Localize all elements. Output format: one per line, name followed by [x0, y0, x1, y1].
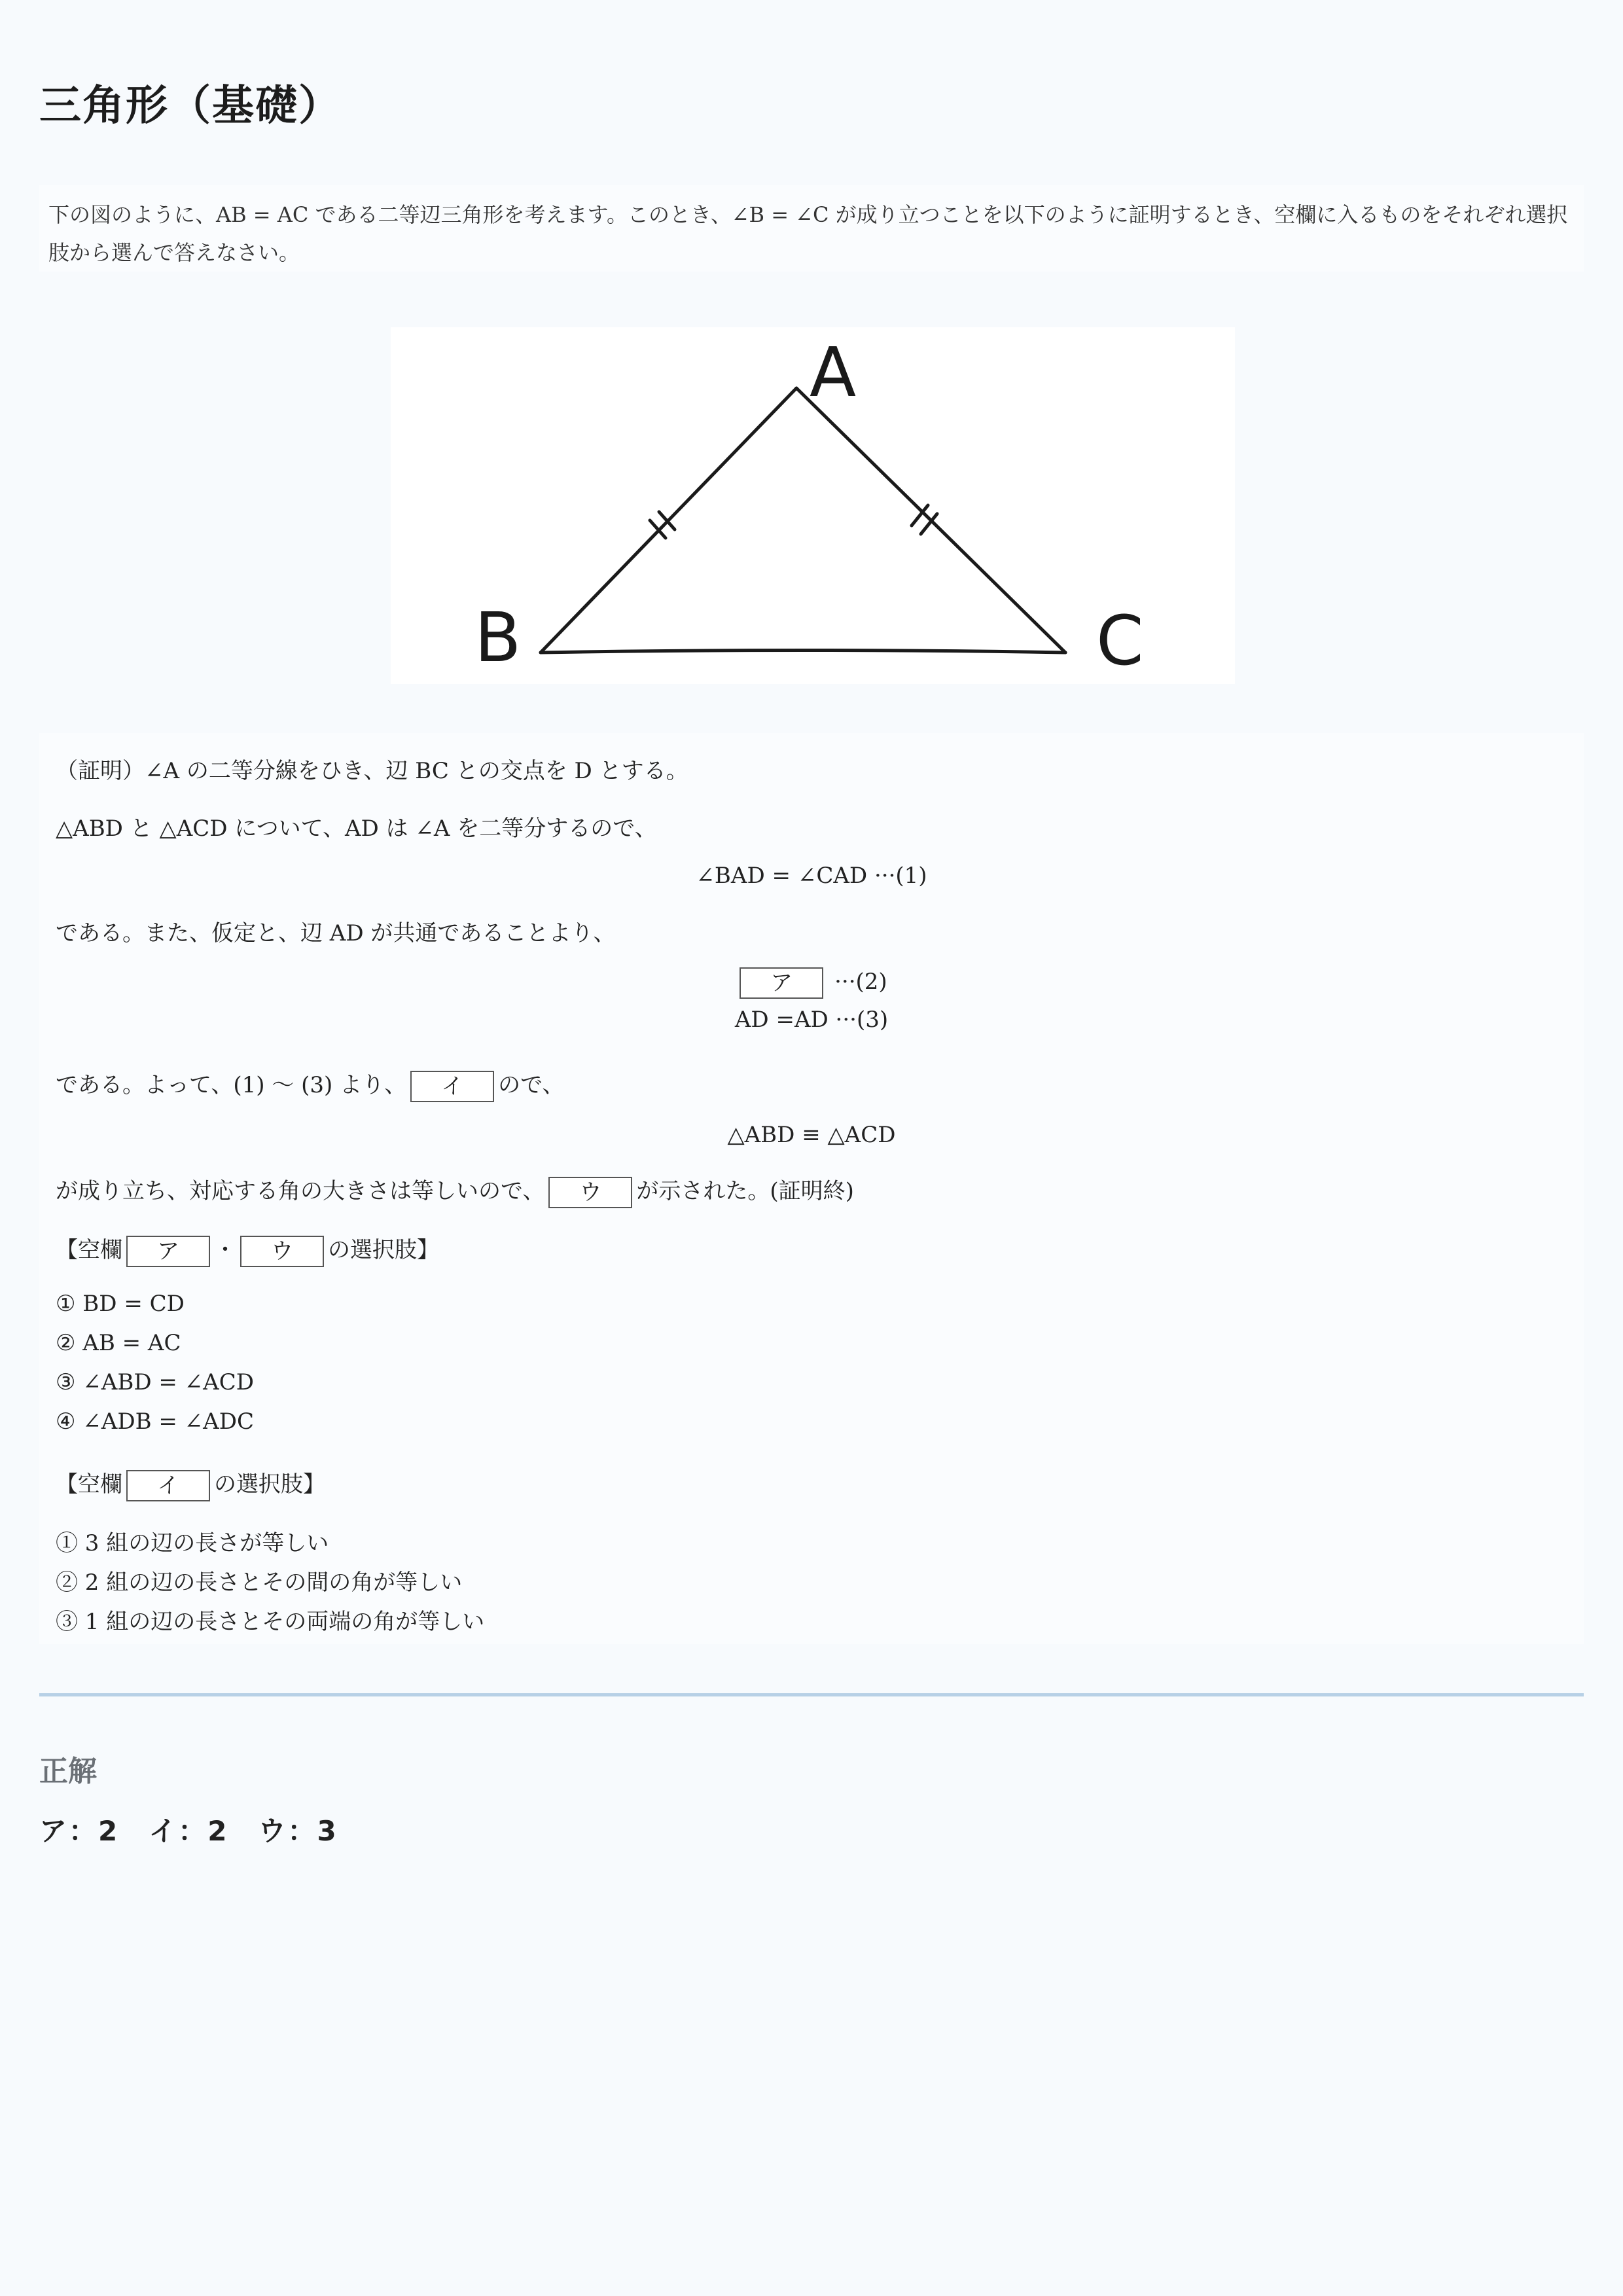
choices-au-heading-prefix: 【空欄 — [56, 1237, 122, 1263]
equation-4: △ABD ≡ △ACD — [727, 1122, 896, 1148]
vertex-label-b: B — [474, 598, 522, 677]
proof-line-4-prefix: である。よって、(1) ～ (3) より、 — [56, 1072, 407, 1098]
section-divider — [39, 1693, 1584, 1696]
proof-box — [39, 733, 1584, 1644]
choices-au-heading-suffix: の選択肢】 — [328, 1237, 439, 1263]
choices-i-heading-suffix: の選択肢】 — [214, 1471, 325, 1498]
choice-au-4: ④ ∠ADB = ∠ADC — [56, 1408, 254, 1435]
choices-au-heading — [56, 1232, 439, 1267]
proof-line-5-suffix: が示された。(証明終) — [636, 1178, 854, 1204]
choice-i-3: ③ 1 組の辺の長さとその両端の角が等しい — [56, 1609, 485, 1635]
choices-au-blank-a: ア — [126, 1236, 210, 1267]
equation-2-suffix: ···(2) — [834, 969, 887, 995]
answer-text: ア：2 イ：2 ウ：3 — [39, 1815, 338, 1847]
equation-1: ∠BAD = ∠CAD ···(1) — [696, 863, 927, 889]
vertex-label-c: C — [1096, 601, 1144, 681]
proof-line-1: （証明）∠A の二等分線をひき、辺 BC との交点を D とする。 — [56, 758, 688, 784]
equation-3: AD =AD ···(3) — [734, 1007, 889, 1033]
choices-au-heading-sep: ・ — [214, 1237, 236, 1263]
choices-i-heading — [56, 1466, 325, 1501]
question-text: 下の図のように、AB = AC である二等辺三角形を考えます。このとき、∠B = ∠C が成り立つことを以下のように証明するとき、空欄に入るものをそれぞれ選択肢から選んで答えなさい。 — [39, 185, 1584, 272]
proof-line-4-suffix: ので、 — [498, 1072, 565, 1098]
choice-au-1: ① BD = CD — [56, 1291, 185, 1317]
choice-au-3: ③ ∠ABD = ∠ACD — [56, 1369, 254, 1395]
choices-au-blank-u: ウ — [240, 1236, 324, 1267]
choice-au-2: ② AB = AC — [56, 1330, 181, 1356]
choice-i-2: ② 2 組の辺の長さとその間の角が等しい — [56, 1570, 463, 1596]
blank-i: イ — [410, 1071, 494, 1102]
proof-line-5-prefix: が成り立ち、対応する角の大きさは等しいので、 — [56, 1178, 545, 1204]
vertex-label-a: A — [810, 332, 857, 412]
proof-line-4 — [56, 1067, 564, 1102]
side-bc — [541, 651, 1065, 653]
answer-heading: 正解 — [39, 1755, 97, 1788]
blank-a: ア — [740, 967, 823, 999]
choice-i-1: ① 3 組の辺の長さが等しい — [56, 1530, 329, 1556]
equation-2 — [39, 967, 1584, 999]
proof-line-3: である。また、仮定と、辺 AD が共通であることより、 — [56, 920, 616, 946]
triangle-diagram — [391, 327, 1235, 684]
page-title: 三角形（基礎） — [39, 82, 342, 130]
choices-i-heading-prefix: 【空欄 — [56, 1471, 122, 1498]
triangle-figure — [391, 327, 1235, 684]
proof-line-2: △ABD と △ACD について、AD は ∠A を二等分するので、 — [56, 816, 657, 842]
proof-line-5 — [56, 1173, 854, 1208]
blank-u: ウ — [548, 1177, 632, 1208]
choices-i-blank-i: イ — [126, 1470, 210, 1501]
